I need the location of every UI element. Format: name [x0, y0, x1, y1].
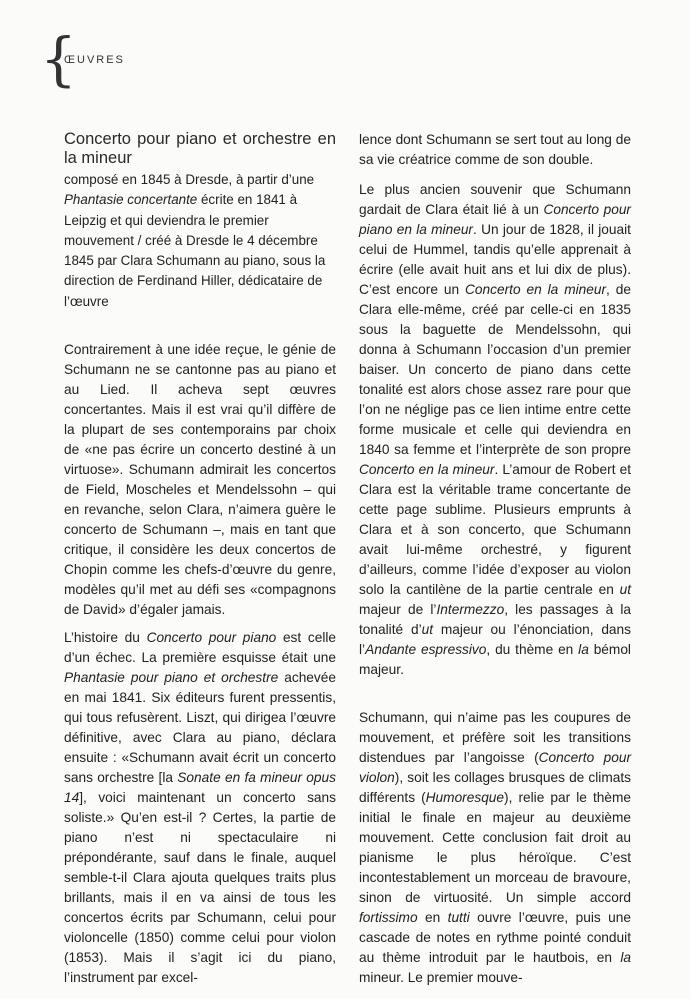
- italic-text: Concerto en la mineur: [465, 282, 607, 297]
- work-info-text: composé en 1845 à Dresde, à partir d’une: [64, 172, 315, 187]
- paragraph-text: majeur ou l’énonciation, dans l’: [359, 622, 632, 657]
- right-column: [359, 130, 631, 988]
- section-title: ŒUVRES: [64, 54, 125, 66]
- paragraph-3: [359, 180, 631, 680]
- italic-text: Sonate en fa mineur opus 14: [64, 770, 336, 806]
- work-info-text: écrite en 1841 à Leipzig et qui deviendra le premier mouvement / créé à Dresde le 4 décembre 1845 par Clara Schumann au piano, sous la direction de Ferdinand Hiller, dédicataire de l’œuvre: [64, 192, 326, 309]
- paragraph-text: lence dont Schumann se sert tout au long de sa vie créatrice comme de son double.: [359, 132, 631, 167]
- italic-text: Phantasie pour piano et orchestre: [64, 670, 279, 686]
- paragraph-text: achevée en mai 1841. Six éditeurs furent pressentis, qui tous refusèrent. Liszt, qui dirigea l’œuvre définitive, avec Clara au piano, déclara ensuite : «Schumann avait écrit un concerto sans orchestre [la: [64, 670, 336, 786]
- paragraph-text: , de Clara elle-même, créé par celle-ci en 1835 sous la baguette de Mendelssohn, qui donna à Schumann l’occasion d’un premier baiser. Un concerto de piano dans cette tonalité est alors chose assez rare pour que l’on ne néglige pas ce lien intime entre cette forme musicale et celle qui deviendra en 1840 sa femme et l’interprète de son propre: [359, 282, 631, 457]
- paragraph-1: [64, 340, 336, 620]
- left-column: [64, 130, 336, 988]
- paragraph-text: Schumann, qui n’aime pas les coupures de mouvement, et préfère soit les transitions distendues par l’angoisse (: [359, 710, 631, 765]
- work-info-italic: Phantasie concertante: [64, 192, 198, 208]
- paragraph-text: Contrairement à une idée reçue, le génie de Schumann ne se cantonne pas au piano et au Lied. Il acheva sept œuvres concertantes. Mais il est vrai qu’il diffère de la plupart de ses contemporains par choix de «ne pas écrire un concerto destiné à un virtuose». Schumann admirait les concertos de Field, Moscheles et Mendelssohn – qui en revanche, selon Clara, n’aimera guère le concerto de Schumann –, mais en tant que critique, il considère les deux concertos de Chopin comme les chefs-d’œuvre du genre, modèles qu’il met au défi ses «compagnons de David» d’égaler jamais.: [64, 342, 336, 618]
- paragraph-text: mineur. Le premier mouve-: [359, 970, 523, 985]
- italic-text: Concerto en la mineur: [359, 462, 495, 477]
- italic-text: tutti: [447, 910, 470, 925]
- work-info: [64, 170, 336, 312]
- paragraph-2-continued: [359, 130, 631, 170]
- work-title: Concerto pour piano et orchestre en la mineur: [64, 130, 336, 167]
- paragraph-text: ouvre l’œuvre, puis une cascade de notes en rythme pointé conduit au thème introduit par le hautbois, en: [359, 910, 631, 965]
- brace-ornament: {: [40, 25, 77, 93]
- italic-text: la: [578, 642, 589, 657]
- paragraph-text: ], voici maintenant un concerto sans soliste.» Qu’en est-il ? Certes, la partie de piano n’est ni spectaculaire ni prépondérante, sauf dans le finale, auquel semble-t-il Clara ajouta quelques traits plus brillants, mais il en va ainsi de tous les concertos écrits par Schumann, celui pour violoncelle (1850) comme celui pour violon (1853). Mais il s’agit ici du piano, l’instrument par excel-: [64, 790, 336, 986]
- italic-text: ut: [619, 582, 631, 597]
- italic-text: Humoresque: [425, 790, 505, 805]
- paragraph-text: bémol majeur.: [359, 642, 631, 677]
- paragraph-text: . Un jour de 1828, il jouait celui de Hummel, tandis qu’elle apprenait à écrire (elle avait huit ans et lui dix de plus). C’est encore un: [359, 222, 631, 297]
- italic-text: Concerto pour piano en la mineur: [359, 202, 631, 237]
- paragraph-text: majeur de l’: [359, 602, 437, 617]
- italic-text: Andante espressivo: [365, 642, 487, 657]
- paragraph-2: [64, 628, 336, 988]
- paragraph-4: [359, 708, 631, 988]
- italic-text: ut: [421, 622, 434, 637]
- italic-text: Concerto pour piano: [146, 630, 277, 646]
- paragraph-text: . L’amour de Robert et Clara est la véritable trame concertante de cette page sublime. Plusieurs emprunts à Clara et à son concerto, que Schumann avait lui-même orchestré, y figurent d’ailleurs, comme l’idée d’exposer au violon solo la cantilène de la partie centrale en: [359, 462, 631, 597]
- italic-text: la: [620, 950, 631, 965]
- paragraph-text: , du thème en: [486, 642, 579, 657]
- paragraph-text: est celle d’un échec. La première esquisse était une: [64, 630, 337, 666]
- italic-text: fortissimo: [359, 910, 418, 925]
- paragraph-text: ), relie par le thème initial le finale en majeur au deuxième mouvement. Cette conclusion fait droit au pianisme le plus héroïque. C’est incontestablement un morceau de bravoure, sinon de virtuosité. Un simple accord: [359, 790, 631, 905]
- paragraph-text: L’histoire du: [64, 630, 147, 646]
- paragraph-text: en: [417, 910, 448, 925]
- paragraph-text: ), soit les collages brusques de climats différents (: [359, 770, 631, 805]
- paragraph-text: Le plus ancien souvenir que Schumann gardait de Clara était lié à un: [359, 182, 631, 217]
- italic-text: Intermezzo: [436, 602, 505, 617]
- italic-text: Concerto pour violon: [359, 750, 631, 785]
- paragraph-text: , les passages à la tonalité d’: [359, 602, 632, 637]
